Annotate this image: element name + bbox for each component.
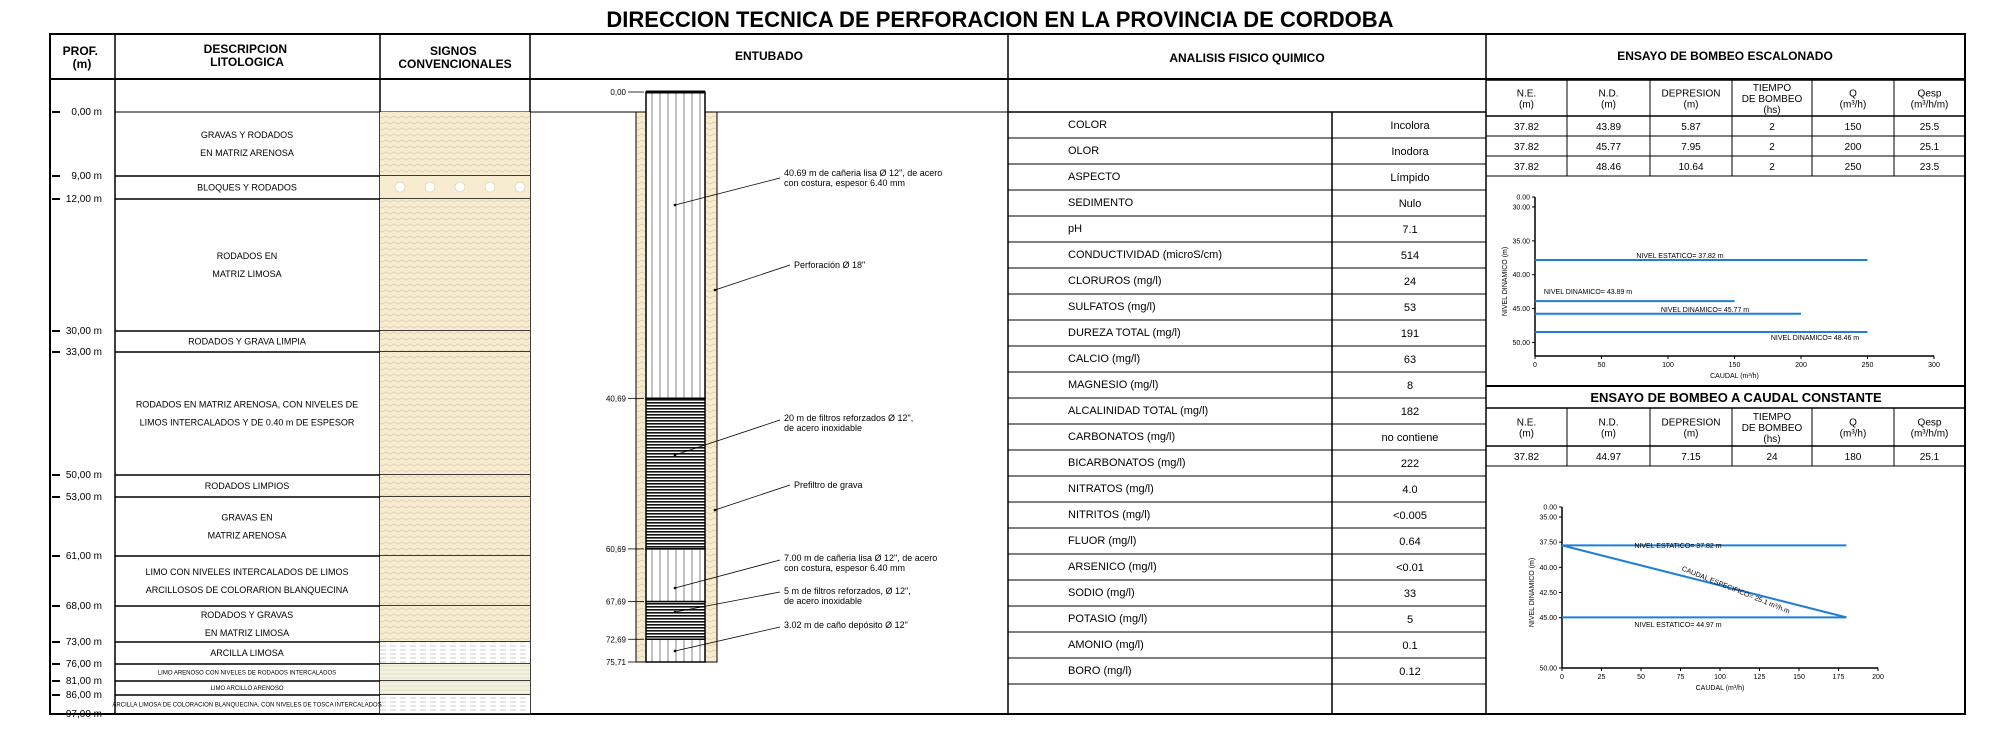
series-label: NIVEL ESTATICO= 44.97 m: [1634, 622, 1722, 629]
casing-depth-label: 60,69: [605, 544, 626, 554]
annotation-leader: [715, 485, 790, 510]
escalonado-cell: 2: [1769, 162, 1775, 173]
x-axis-label: CAUDAL (m³/h): [1695, 685, 1745, 692]
lithology-description: RODADOS LIMPIOS: [204, 481, 290, 492]
x-tick-label: 125: [1753, 674, 1766, 681]
casing-depth-label: 75,71: [605, 658, 626, 667]
analysis-parameter: BORO (mg/l): [1068, 665, 1132, 677]
y-tick-label: 35.00: [1512, 238, 1530, 246]
annotation-leader: [715, 265, 790, 290]
y-tick-label: 45.00: [1512, 306, 1530, 314]
escalonado-cell: 48.46: [1595, 162, 1622, 173]
lithology-pattern: [380, 475, 530, 497]
analysis-parameter: NITRITOS (mg/l): [1068, 509, 1151, 521]
y-axis-label: NIVEL DINAMICO (m): [1529, 557, 1536, 628]
x-tick-label: 50: [1637, 674, 1645, 681]
analysis-value: Incolora: [1390, 120, 1430, 132]
pump-table-header: (m³/h): [1839, 99, 1867, 111]
casing-annotation: 5 m de filtros reforzados, Ø 12",: [784, 586, 911, 596]
escalonado-cell: 10.64: [1678, 162, 1704, 173]
analysis-value: Límpido: [1390, 172, 1430, 184]
depth-label: 0,00 m: [71, 107, 102, 118]
pump-table-header: Qesp: [1917, 88, 1942, 100]
lithology-pattern: [380, 352, 530, 475]
lithology-description: ARCILLA LIMOSA: [210, 648, 284, 659]
analysis-value: Inodora: [1391, 146, 1429, 158]
escalonado-cell: 45.77: [1595, 142, 1622, 153]
series-label: NIVEL DINAMICO= 45.77 m: [1660, 307, 1750, 314]
annotation-arrowhead: [674, 204, 677, 207]
pump-table-header: (hs): [1763, 105, 1781, 116]
casing-depth-label: 0,00: [610, 88, 626, 97]
lithology-pattern: [380, 497, 530, 556]
series-label: NIVEL ESTATICO= 37.82 m: [1634, 543, 1722, 550]
lithology-pattern: [380, 695, 530, 714]
analysis-parameter: SULFATOS (mg/l): [1068, 301, 1156, 313]
x-tick-label: 50: [1597, 362, 1606, 369]
lithology-description: GRAVAS EN: [221, 512, 273, 523]
analysis-parameter: NITRATOS (mg/l): [1068, 483, 1154, 495]
analysis-parameter: DUREZA TOTAL (mg/l): [1068, 327, 1181, 339]
depth-label: 68,00 m: [65, 601, 102, 612]
casing-annotation: 40.69 m de cañeria lisa Ø 12", de acero: [784, 168, 943, 178]
pump-table-header: Q: [1849, 417, 1857, 429]
escalonado-cell: 25.5: [1919, 122, 1940, 133]
x-tick-label: 150: [1728, 362, 1741, 369]
casing-annotation: de acero inoxidable: [784, 596, 863, 606]
analysis-value: 0.1: [1402, 640, 1418, 652]
analysis-value: 0.64: [1399, 536, 1421, 548]
lithology-description: LIMO CON NIVELES INTERCALADOS DE LIMOS: [145, 567, 349, 578]
lithology-description: LIMO ARCILLO ARENOSO: [210, 686, 284, 693]
escalonado-cell: 25.1: [1919, 142, 1940, 153]
casing-segment: [646, 92, 705, 398]
desc-header: DESCRIPCION LITOLOGICA: [203, 42, 287, 69]
series-label: NIVEL DINAMICO= 43.89 m: [1543, 289, 1633, 296]
casing-annotation: 7.00 m de cañeria lisa Ø 12", de acero: [784, 553, 938, 563]
pump-table-header: Q: [1849, 88, 1857, 100]
analysis-parameter: FLUOR (mg/l): [1068, 535, 1137, 547]
analysis-value: 191: [1400, 328, 1420, 340]
analysis-value: 5: [1406, 614, 1414, 626]
y-axis-label: NIVEL DINAMICO (m): [1502, 246, 1509, 317]
annotation-arrowhead: [714, 509, 717, 512]
analysis-value: 182: [1400, 406, 1420, 418]
constante-cell: 44.97: [1595, 452, 1622, 463]
pump-table-header: Qesp: [1917, 417, 1942, 429]
analysis-parameter: MAGNESIO (mg/l): [1068, 379, 1159, 391]
lithology-pattern: [380, 642, 530, 664]
lithology-pattern: [380, 176, 530, 199]
pump-table-header: DE BOMBEO: [1741, 423, 1803, 434]
analisis-header: ANALISIS FISICO QUIMICO: [1169, 51, 1325, 65]
pump-table-header: DE BOMBEO: [1741, 94, 1803, 105]
lithology-description: RODADOS EN MATRIZ ARENOSA, CON NIVELES DE: [135, 399, 359, 410]
pump-table-header: TIEMPO: [1752, 83, 1792, 94]
constante-cell: 24: [1766, 452, 1778, 463]
page-title: DIRECCION TECNICA DE PERFORACION EN LA PROVINCIA DE CORDOBA: [606, 7, 1394, 32]
y-tick-label: 0.00: [1516, 194, 1530, 202]
analysis-value: 33: [1403, 588, 1417, 600]
escalonado-cell: 23.5: [1919, 162, 1940, 173]
casing-depth-label: 72,69: [605, 635, 626, 645]
escalonado-cell: 7.95: [1681, 142, 1701, 153]
constante-cell: 180: [1844, 452, 1862, 463]
lithology-description: MATRIZ ARENOSA: [207, 530, 287, 541]
pump-table-header: N.D.: [1598, 88, 1619, 100]
analysis-parameter: ALCALINIDAD TOTAL (mg/l): [1068, 405, 1209, 417]
pump-table-header: (hs): [1763, 434, 1781, 445]
casing-annotation: con costura, espesor 6.40 mm: [784, 563, 906, 573]
analysis-parameter: AMONIO (mg/l): [1068, 639, 1144, 651]
escalonado-cell: 250: [1844, 162, 1862, 173]
y-tick-label: 37.50: [1539, 539, 1557, 547]
analysis-value: 53: [1403, 302, 1417, 314]
x-tick-label: 200: [1795, 362, 1807, 369]
escalonado-cell: 5.87: [1681, 122, 1701, 133]
casing-annotation: de acero inoxidable: [784, 423, 863, 433]
escalonado-cell: 200: [1844, 142, 1862, 153]
lithology-pattern: [380, 681, 530, 695]
x-tick-label: 150: [1793, 674, 1805, 681]
casing-annotation: Prefiltro de grava: [794, 480, 863, 490]
y-tick-label: 50.00: [1539, 665, 1557, 673]
analysis-value: 4.0: [1402, 484, 1418, 496]
y-tick-label: 42.50: [1539, 590, 1557, 597]
pump-table-header: N.D.: [1598, 417, 1619, 429]
casing-segment: [646, 398, 705, 549]
escalonado-cell: 37.82: [1513, 162, 1540, 173]
casing-depth-label: 40,69: [605, 394, 626, 404]
x-tick-label: 0: [1533, 362, 1537, 369]
pump-table-header: (m³/h/m): [1910, 99, 1949, 111]
analysis-parameter: BICARBONATOS (mg/l): [1068, 457, 1186, 469]
annotation-arrowhead: [674, 650, 677, 653]
annotation-arrowhead: [674, 611, 677, 614]
lithology-description: ARCILLOSOS DE COLORARION BLANQUECINA: [145, 585, 349, 596]
lithology-description: ARCILLA LIMOSA DE COLORACION BLANQUECINA, CON NIVELES DE TOSCA INTERCALADOS: [112, 702, 382, 709]
lithology-pattern: [380, 331, 530, 352]
lithology-pattern: [380, 112, 530, 176]
casing-annotation: 3.02 m de caño depósito Ø 12": [784, 620, 908, 630]
escalonado-cell: 37.82: [1513, 142, 1540, 153]
analysis-parameter: COLOR: [1068, 119, 1108, 131]
pump-table-header: (m³/h): [1839, 428, 1867, 440]
analysis-value: 24: [1403, 276, 1417, 288]
x-tick-label: 300: [1928, 362, 1940, 369]
analysis-value: no contiene: [1381, 432, 1439, 444]
pump-tests: [1486, 80, 1965, 466]
analysis-value: 514: [1400, 250, 1420, 262]
analysis-parameter: CONDUCTIVIDAD (microS/cm): [1068, 249, 1222, 261]
annotation-arrowhead: [674, 454, 677, 457]
pump-table-header: (m): [1519, 428, 1534, 440]
analysis-parameter: ARSENICO (mg/l): [1068, 561, 1157, 573]
depth-label: 33,00 m: [65, 347, 102, 358]
lithology-description: EN MATRIZ LIMOSA: [204, 628, 290, 639]
casing-annotation: Perforación Ø 18": [794, 260, 866, 270]
constante-cell: 37.82: [1513, 452, 1540, 463]
depth-label: 81,00 m: [65, 676, 102, 687]
constant-test-chart: [1529, 505, 1884, 693]
lithology-description: LIMO ARENOSO CON NIVELES DE RODADOS INTERCALADOS: [157, 670, 337, 677]
pump-table-header: DEPRESION: [1661, 88, 1721, 100]
x-tick-label: 25: [1597, 674, 1606, 681]
lithology-description: GRAVAS Y RODADOS: [200, 130, 294, 141]
x-axis-label: CAUDAL (m³/h): [1710, 373, 1759, 380]
depth-label: 30,00 m: [65, 326, 102, 337]
analysis-parameter: SEDIMENTO: [1068, 197, 1134, 209]
escalonado-cell: 150: [1844, 122, 1862, 133]
pump-table-header: N.E.: [1516, 88, 1537, 100]
pump-table-header: (m): [1683, 99, 1699, 111]
casing-depth-label: 67,69: [605, 597, 626, 607]
x-tick-label: 100: [1662, 362, 1674, 369]
analysis-parameter: CALCIO (mg/l): [1068, 353, 1141, 365]
lithology-description: RODADOS EN: [216, 251, 278, 262]
analysis-value: 0.12: [1399, 666, 1421, 678]
lithology-description: RODADOS Y GRAVAS: [200, 610, 294, 621]
analysis-value: 8: [1406, 380, 1414, 392]
lithology-description: RODADOS Y GRAVA LIMPIA: [188, 336, 306, 347]
y-tick-label: 30.00: [1512, 204, 1530, 212]
escalonado-header: ENSAYO DE BOMBEO ESCALONADO: [1617, 49, 1833, 63]
analysis-parameter: POTASIO (mg/l): [1068, 613, 1148, 625]
series-label: CAUDAL ESPECIFICO= 25.1 m³/h.m: [1680, 565, 1791, 616]
casing-diagram: [606, 88, 942, 667]
y-tick-label: 45.00: [1539, 615, 1557, 623]
casing-annotation: con costura, espesor 6.40 mm: [784, 178, 906, 188]
entubado-header: ENTUBADO: [735, 49, 803, 63]
casing-annotation: 20 m de filtros reforzados Ø 12",: [784, 413, 914, 423]
casing-segment: [646, 602, 705, 640]
x-tick-label: 0: [1560, 674, 1564, 681]
depth-label: 97,00 m: [65, 709, 102, 720]
signos-header: SIGNOS CONVENCIONALES: [398, 44, 512, 71]
lithology-description: MATRIZ LIMOSA: [212, 269, 282, 280]
depth-label: 73,00 m: [65, 637, 102, 648]
prof-header: PROF. (m): [62, 44, 98, 71]
lithology-pattern: [380, 606, 530, 642]
constante-header: ENSAYO DE BOMBEO A CAUDAL CONSTANTE: [1590, 390, 1882, 405]
analysis-value: 63: [1403, 354, 1417, 366]
analysis-value: 222: [1400, 458, 1420, 470]
analysis-parameter: OLOR: [1068, 145, 1100, 157]
depth-label: 50,00 m: [65, 470, 102, 481]
lithology-column: [112, 112, 530, 714]
analysis-value: <0.01: [1396, 562, 1424, 574]
y-tick-label: 40.00: [1539, 564, 1557, 572]
pump-table-header: (m): [1683, 428, 1699, 440]
y-tick-label: 0.00: [1543, 504, 1557, 512]
x-tick-label: 100: [1714, 674, 1726, 681]
lithology-pattern: [380, 664, 530, 681]
escalonado-cell: 37.82: [1513, 122, 1540, 133]
x-tick-label: 75: [1676, 674, 1685, 681]
step-test-chart: [1502, 195, 1940, 381]
pump-table-header: (m): [1601, 428, 1616, 440]
depth-label: 12,00 m: [65, 194, 102, 205]
analysis-parameter: CARBONATOS (mg/l): [1068, 431, 1176, 443]
pump-table-header: N.E.: [1516, 417, 1537, 429]
lithology-description: EN MATRIZ ARENOSA: [200, 148, 294, 159]
lithology-description: BLOQUES Y RODADOS: [197, 182, 297, 193]
analysis-value: <0.005: [1393, 510, 1427, 522]
depth-label: 53,00 m: [65, 492, 102, 503]
analysis-value: 7.1: [1402, 224, 1418, 236]
depth-label: 61,00 m: [65, 551, 102, 562]
analysis-value: Nulo: [1398, 198, 1422, 210]
annotation-arrowhead: [674, 587, 677, 590]
series-label: NIVEL ESTATICO= 37.82 m: [1636, 253, 1724, 260]
analysis-parameter: CLORUROS (mg/l): [1068, 275, 1162, 287]
depth-scale: [52, 107, 102, 720]
x-tick-label: 250: [1861, 362, 1874, 369]
constante-cell: 25.1: [1919, 452, 1940, 463]
analysis-parameter: pH: [1068, 223, 1083, 235]
pump-table-header: (m³/h/m): [1910, 428, 1949, 440]
escalonado-cell: 2: [1769, 122, 1775, 133]
escalonado-cell: 43.89: [1595, 122, 1622, 133]
lithology-pattern: [380, 556, 530, 606]
series-label: NIVEL DINAMICO= 48.46 m: [1770, 335, 1860, 342]
y-tick-label: 35.00: [1539, 514, 1557, 522]
analysis-parameter: SODIO (mg/l): [1068, 587, 1135, 599]
x-tick-label: 200: [1872, 674, 1884, 681]
pump-table-header: TIEMPO: [1752, 412, 1792, 423]
depth-label: 9,00 m: [71, 171, 102, 182]
annotation-arrowhead: [714, 289, 717, 292]
lithology-description: LIMOS INTERCALADOS Y DE 0.40 m DE ESPESOR: [139, 417, 355, 428]
analysis-table: [1008, 112, 1486, 714]
constante-cell: 7.15: [1681, 452, 1701, 463]
lithology-pattern: [380, 199, 530, 331]
analysis-parameter: ASPECTO: [1068, 171, 1121, 183]
depth-label: 76,00 m: [65, 659, 102, 670]
pump-table-header: (m): [1519, 99, 1534, 111]
x-tick-label: 175: [1832, 674, 1845, 681]
y-tick-label: 50.00: [1512, 339, 1530, 347]
depth-label: 86,00 m: [65, 690, 102, 701]
casing-segment: [646, 549, 705, 602]
escalonado-cell: 2: [1769, 142, 1775, 153]
y-tick-label: 40.00: [1512, 272, 1530, 280]
pump-table-header: (m): [1601, 99, 1616, 111]
pump-table-header: DEPRESION: [1661, 417, 1721, 429]
